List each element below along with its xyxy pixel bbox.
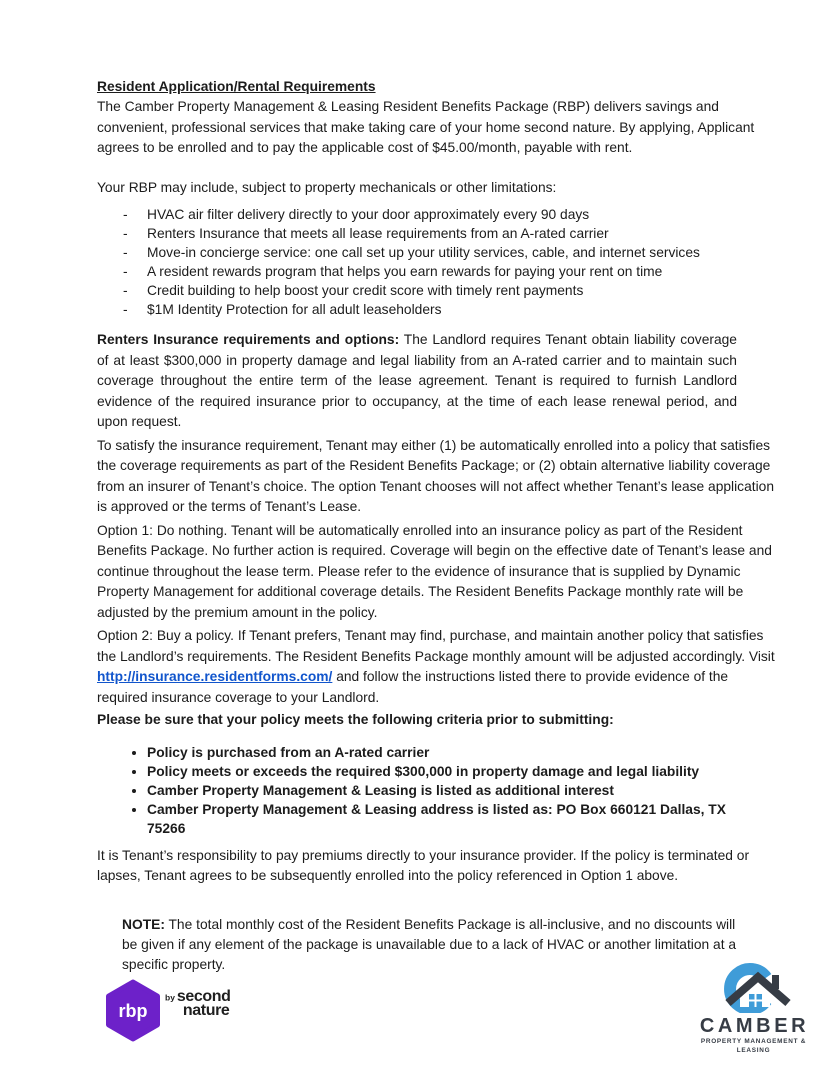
document-body bbox=[97, 76, 777, 975]
list-item: - Credit building to help boost your credit score with timely rent payments bbox=[147, 281, 777, 300]
note-paragraph bbox=[122, 915, 742, 975]
criteria-list bbox=[97, 743, 767, 838]
list-item: - HVAC air filter delivery directly to your door approximately every 90 days bbox=[147, 205, 777, 224]
camber-tagline: PROPERTY MANAGEMENT & LEASING bbox=[700, 1038, 807, 1054]
second-nature-line1: second bbox=[176, 988, 231, 1005]
insurance-link[interactable]: http://insurance.residentforms.com/ bbox=[97, 669, 333, 684]
option1-paragraph: Option 1: Do nothing. Tenant will be automatically enrolled into an insurance policy as part of the Resident Benefits Package. No further action is required. Coverage will begin on the effective date of Tenant’s lease and continue throughout the lease term. Please refer to the evidence of insurance that is supplied by Dynamic Property Management for additional coverage details. The Resident Benefits Package monthly rate will be adjusted by the premium amount in the policy. bbox=[97, 522, 772, 620]
rbp-logo bbox=[100, 977, 166, 1043]
list-item: • Policy meets or exceeds the required $300,000 in property damage and legal liability bbox=[147, 762, 767, 781]
intro-paragraph: The Camber Property Management & Leasing Resident Benefits Package (RBP) delivers savings and convenient, professional services that make taking care of your home second nature. By applying, Applicant agrees to be enrolled and to pay the applicable cost of $45.00/month, payable with rent. bbox=[97, 99, 755, 155]
second-nature-by: by bbox=[165, 992, 175, 1003]
renters-requirements-text: The Landlord requires Tenant obtain liability coverage of at least $300,000 in property damage and legal liability from an A-rated carrier and to maintain such coverage throughout the entire term of the lease agreement. Tenant is required to furnish Landlord evidence of the required insurance prior to occupancy, at the time of each lease renewal period, and upon request. bbox=[97, 332, 737, 429]
list-item: - A resident rewards program that helps you earn rewards for paying your rent on time bbox=[147, 262, 777, 281]
rbp-badge-icon bbox=[100, 977, 166, 1043]
responsibility-paragraph: It is Tenant’s responsibility to pay premiums directly to your insurance provider. If the policy is terminated or lapses, Tenant agrees to be subsequently enrolled into the policy referenced in Option 1 above. bbox=[97, 847, 750, 883]
rbp-include-line: Your RBP may include, subject to property mechanicals or other limitations: bbox=[97, 179, 557, 195]
note-text: The total monthly cost of the Resident Benefits Package is all-inclusive, and no discounts will be given if any element of the package is unavailable due to a lack of HVAC or another limitation at a specific property. bbox=[122, 916, 737, 972]
list-item: • Policy is purchased from an A-rated carrier bbox=[147, 743, 767, 762]
option2-paragraph bbox=[97, 626, 777, 708]
option2-text-before: Option 2: Buy a policy. If Tenant prefers, Tenant may find, purchase, and maintain another policy that satisfies the Landlord’s requirements. The Resident Benefits Package monthly amount will be adjusted accordingly. Visit bbox=[97, 628, 775, 664]
list-item: - Renters Insurance that meets all lease requirements from an A-rated carrier bbox=[147, 224, 777, 243]
criteria-heading: Please be sure that your policy meets the following criteria prior to submitting: bbox=[97, 712, 614, 727]
camber-house-icon bbox=[698, 961, 808, 1013]
list-item: - $1M Identity Protection for all adult leaseholders bbox=[147, 300, 777, 319]
list-item: • Camber Property Management & Leasing address is listed as: PO Box 660121 Dallas, TX 75266 bbox=[147, 800, 767, 838]
camber-name: CAMBER bbox=[699, 1015, 810, 1037]
satisfy-requirement-paragraph: To satisfy the insurance requirement, Tenant may either (1) be automatically enrolled into a policy that satisfies the coverage requirements as part of the Resident Benefits Package; or (2) obtain alternative liability coverage from an insurer of Tenant’s choice. The option Tenant chooses will not affect whether Tenant’s lease application is approved or the terms of Tenant’s Lease. bbox=[97, 437, 774, 514]
note-label: NOTE: bbox=[122, 916, 165, 932]
option2-text-after: and follow the instructions listed there to provide evidence of the required insurance coverage to your Landlord. bbox=[97, 669, 729, 705]
second-nature-line2: nature bbox=[182, 1001, 230, 1019]
rbp-logo-text: rbp bbox=[118, 1001, 148, 1021]
list-item: - Move-in concierge service: one call set up your utility services, cable, and internet services bbox=[147, 243, 777, 262]
camber-logo bbox=[686, 961, 820, 1055]
rbp-benefits-list bbox=[97, 205, 777, 319]
renters-requirements-paragraph bbox=[97, 330, 737, 433]
document-title: Resident Application/Rental Requirements bbox=[97, 79, 376, 94]
renters-requirements-lead: Renters Insurance requirements and options: bbox=[97, 332, 400, 347]
list-item: • Camber Property Management & Leasing is listed as additional interest bbox=[147, 781, 767, 800]
second-nature-wordmark bbox=[165, 990, 231, 1020]
